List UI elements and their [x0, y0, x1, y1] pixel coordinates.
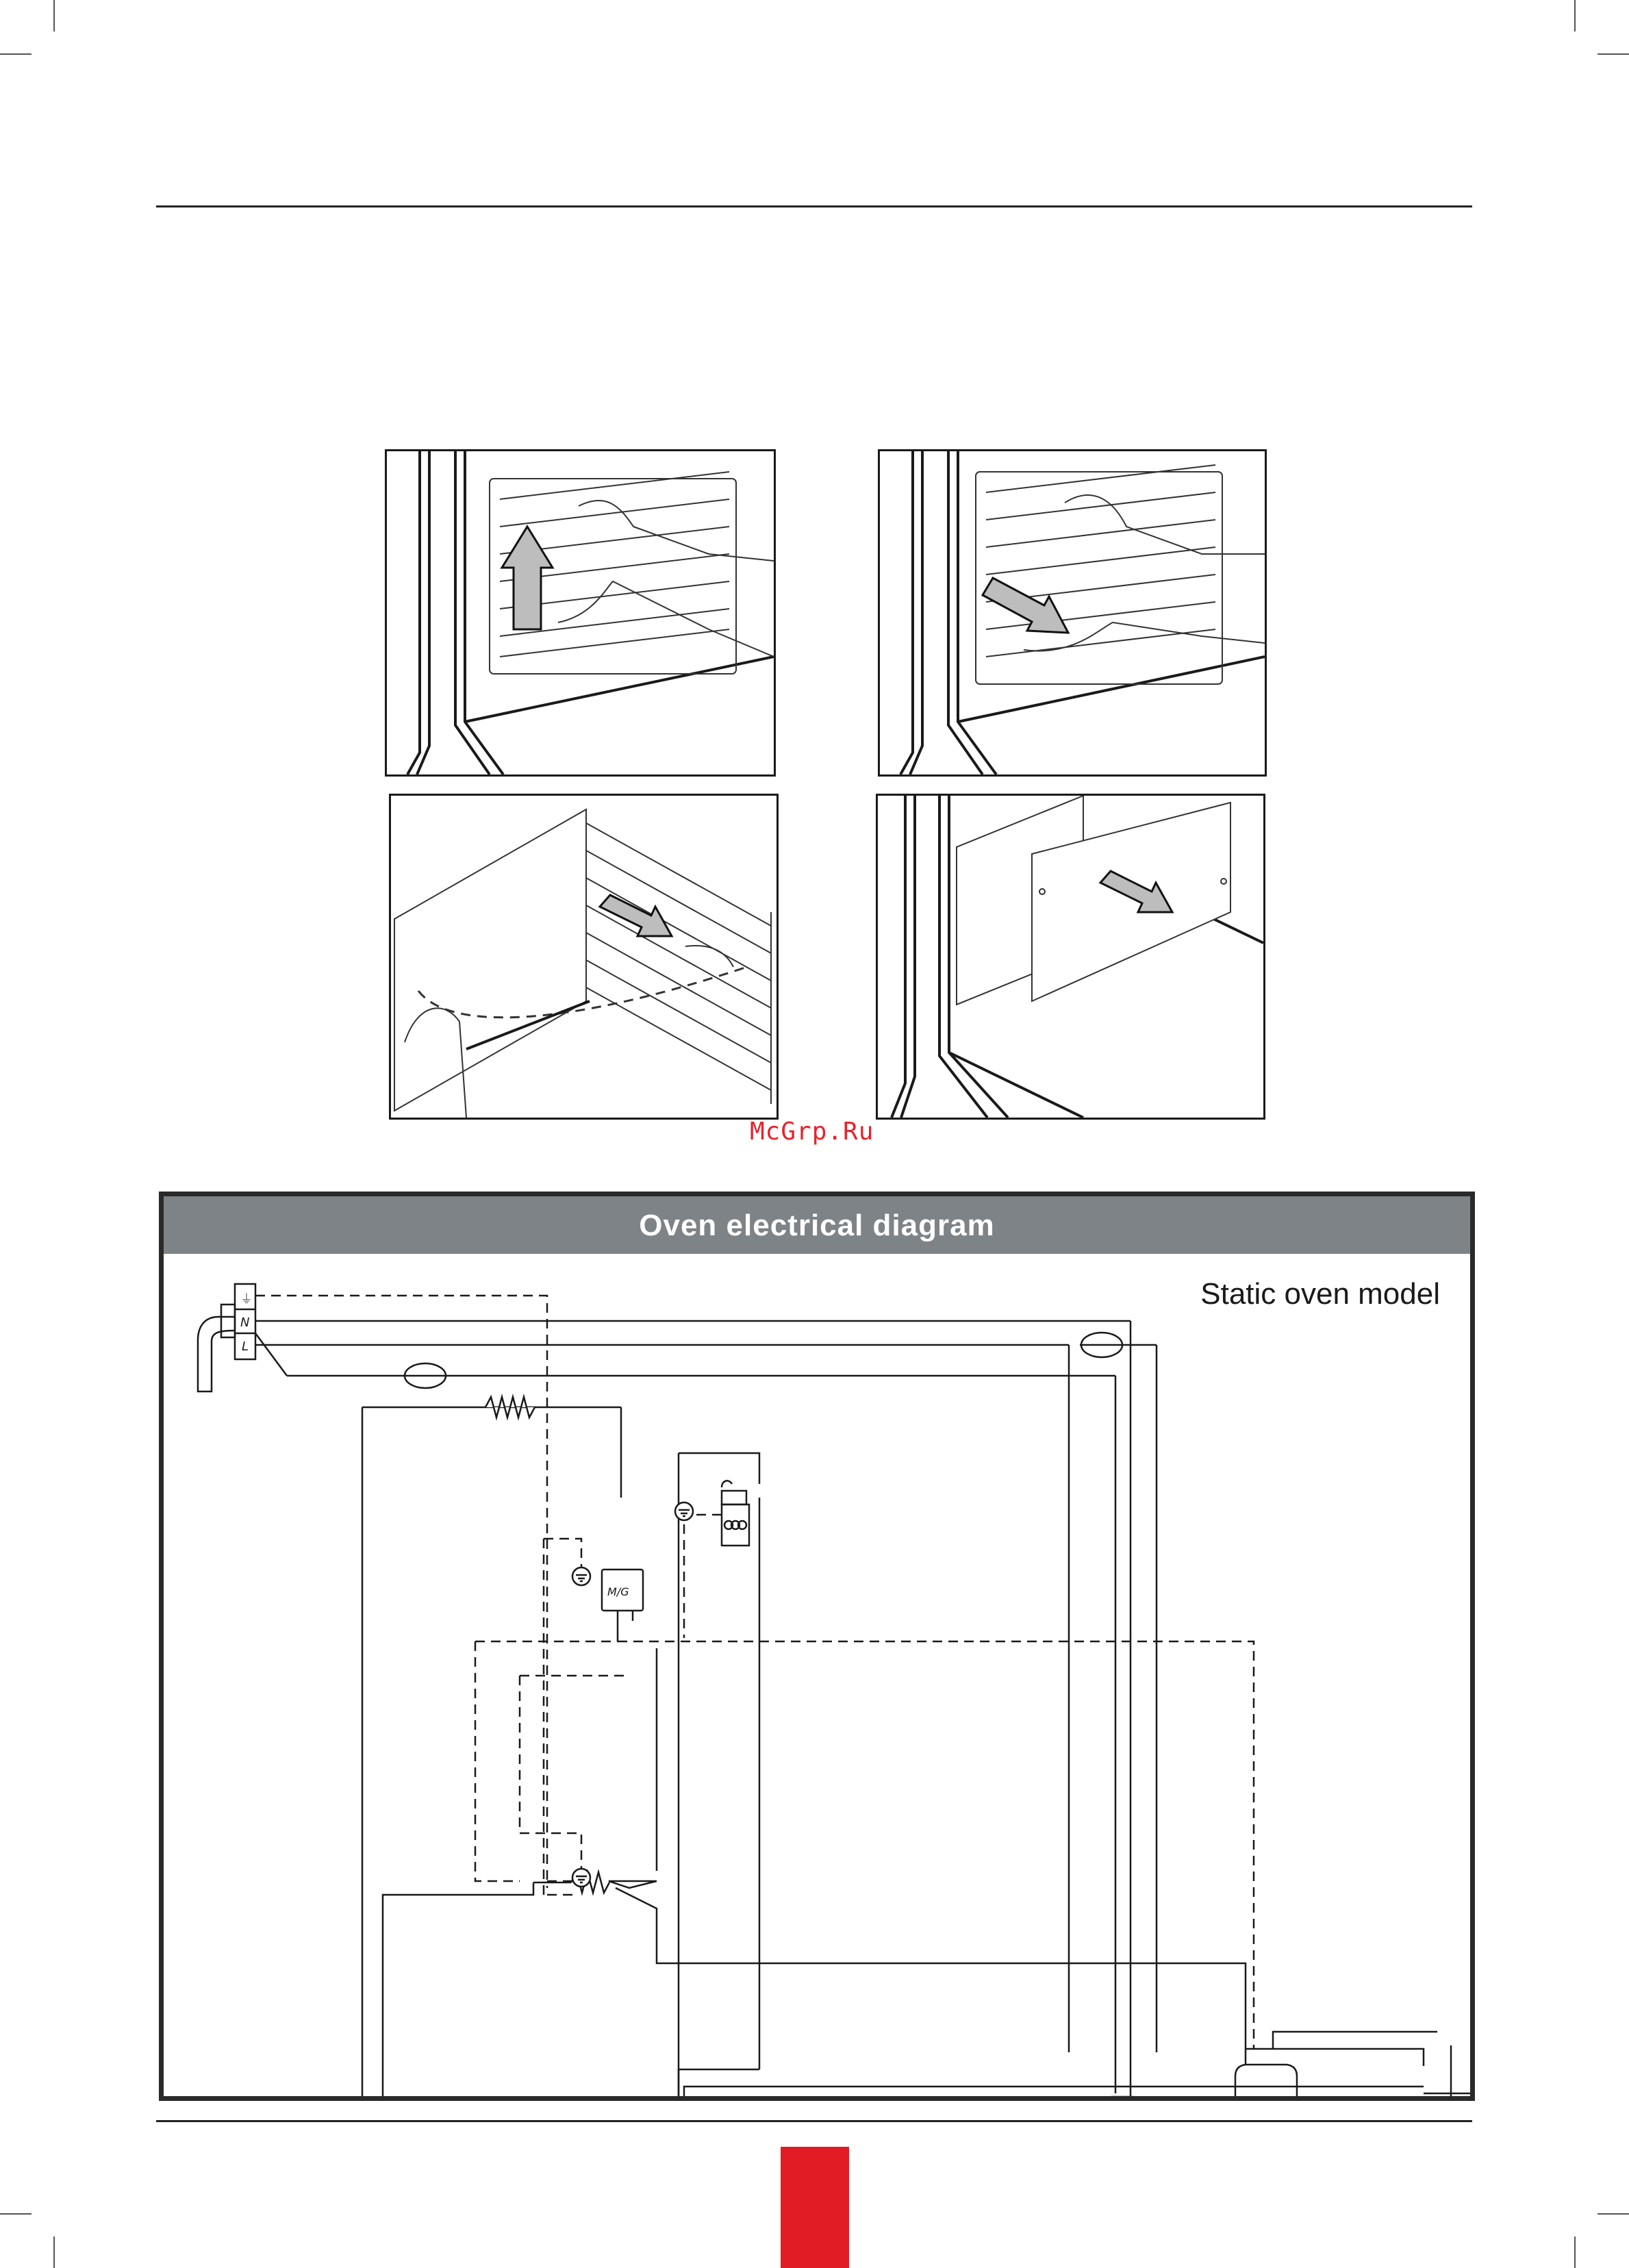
- crop-mark: [1598, 53, 1629, 55]
- crop-mark: [0, 2213, 31, 2215]
- illustration-lift-rack: [385, 449, 776, 777]
- crop-mark: [1574, 0, 1576, 32]
- heating-element-icon: [362, 1407, 621, 1498]
- illustration-remove-panel: [876, 794, 1265, 1120]
- header-rule: [156, 205, 1472, 207]
- illustration-pull-rack: [878, 449, 1267, 777]
- diagram-subtitle: Static oven model: [1200, 1277, 1440, 1311]
- diagonal-arrow-icon: [600, 895, 672, 936]
- power-cable: [198, 1317, 235, 1391]
- rack-removal-drawing: [391, 796, 776, 1118]
- crop-mark: [53, 2236, 55, 2268]
- ground-icon: [572, 1869, 590, 1887]
- terminal-label-line: L: [242, 1339, 249, 1354]
- oven-rack-pull-drawing: [880, 451, 1265, 774]
- up-arrow-icon: [502, 527, 553, 629]
- crop-mark: [1574, 2236, 1576, 2268]
- watermark: McGrp.Ru: [750, 1118, 874, 1146]
- control-module-label: M/G: [607, 1585, 629, 1598]
- crop-mark: [1598, 2213, 1629, 2215]
- oven-rack-lift-drawing: [387, 451, 774, 774]
- fan-motor: [1235, 2065, 1297, 2096]
- crop-mark: [53, 0, 55, 32]
- ground-icon: [572, 1567, 590, 1585]
- electrical-diagram: [159, 1192, 1475, 2101]
- wiring-schematic: [164, 1196, 1470, 2096]
- footer-rule: [156, 2120, 1472, 2122]
- illustration-remove-rack: [389, 794, 779, 1120]
- page-tab: [781, 2147, 849, 2268]
- ground-icon: [675, 1502, 693, 1520]
- panel-removal-drawing: [878, 796, 1263, 1118]
- terminal-label-neutral: N: [240, 1315, 250, 1330]
- terminal-label-earth: ⏚: [240, 1292, 253, 1307]
- diagram-title: Oven electrical diagram: [639, 1209, 995, 1242]
- crop-mark: [0, 53, 31, 55]
